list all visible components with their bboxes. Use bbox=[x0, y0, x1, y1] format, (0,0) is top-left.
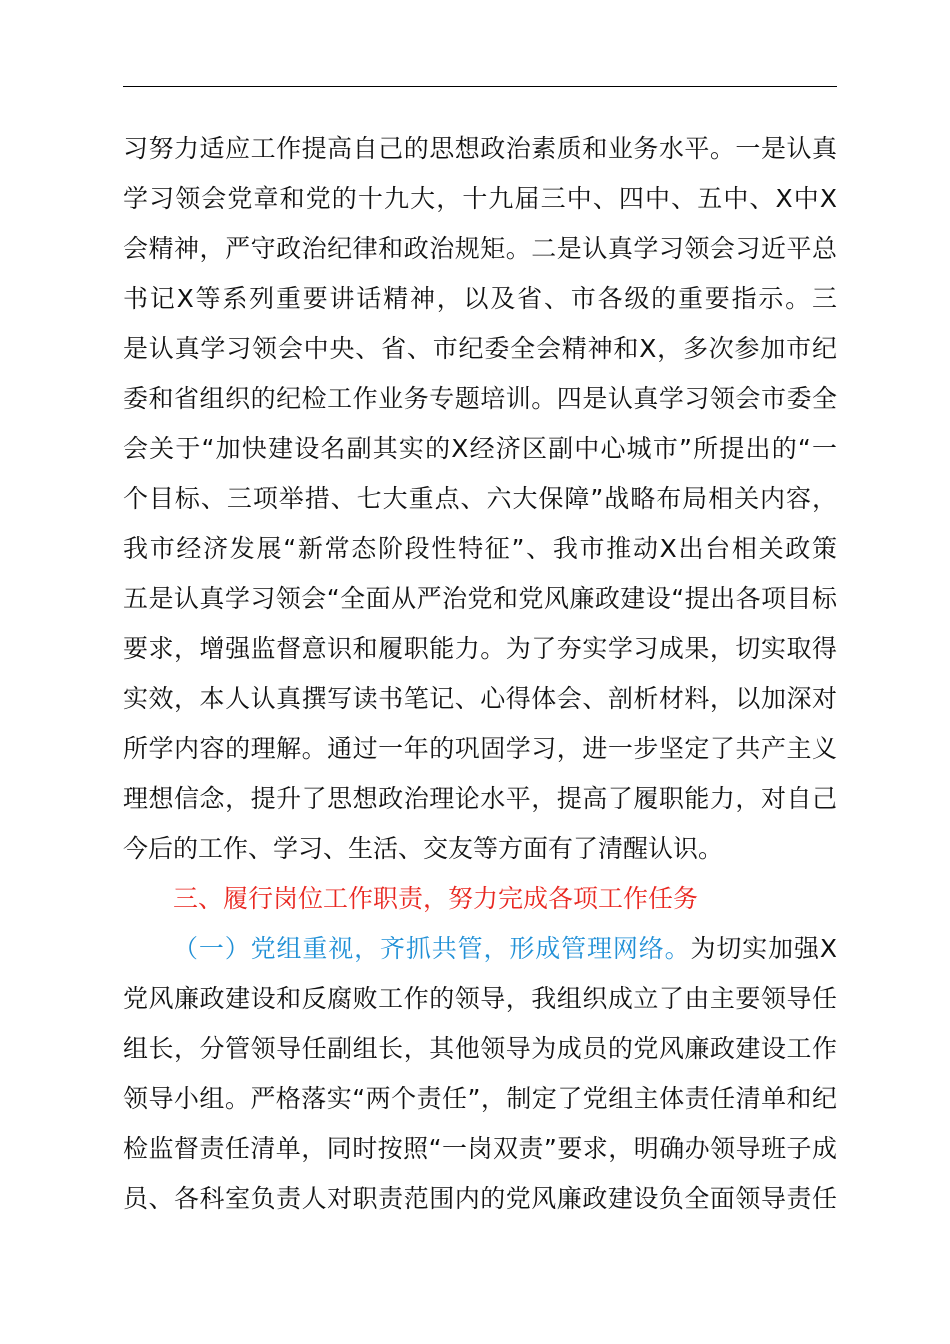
text-line: 党风廉政建设和反腐败工作的领导，我组织成立了由主要领导任 bbox=[123, 984, 837, 1013]
text-line: 领导小组。严格落实“两个责任”，制定了党组主体责任清单和纪 bbox=[123, 1084, 837, 1113]
text-line: 检监督责任清单，同时按照“一岗双责”要求，明确办领导班子成 bbox=[123, 1134, 837, 1163]
text-line: 我市经济发展“新常态阶段性特征”、我市推动X出台相关政策 bbox=[123, 534, 837, 563]
text-line: 五是认真学习领会“全面从严治党和党风廉政建设“提出各项目标 bbox=[123, 584, 837, 613]
text-line: 书记X等系列重要讲话精神，以及省、市各级的重要指示。三 bbox=[123, 284, 837, 313]
text-line: 要求，增强监督意识和履职能力。为了夯实学习成果，切实取得 bbox=[123, 634, 837, 663]
subheading-tail: 为切实加强X bbox=[690, 934, 837, 963]
text-line: 组长，分管领导任副组长，其他领导为成员的党风廉政建设工作 bbox=[123, 1034, 837, 1063]
paragraph-1 bbox=[123, 124, 837, 874]
text-line: 学习领会党章和党的十九大，十九届三中、四中、五中、X中X bbox=[123, 184, 837, 213]
text-line: 是认真学习领会中央、省、市纪委全会精神和X，多次参加市纪 bbox=[123, 334, 837, 363]
text-line: 员、各科室负责人对职责范围内的党风廉政建设负全面领导责任 bbox=[123, 1184, 837, 1213]
text-line: 会精神，严守政治纪律和政治规矩。二是认真学习领会习近平总 bbox=[123, 234, 837, 263]
text-line: 实效，本人认真撰写读书笔记、心得体会、剖析材料，以加深对 bbox=[123, 684, 837, 713]
section-heading: 三、履行岗位工作职责，努力完成各项工作任务 bbox=[173, 884, 699, 913]
subheading-line bbox=[123, 924, 837, 974]
text-line: 今后的工作、学习、生活、交友等方面有了清醒认识。 bbox=[123, 834, 724, 863]
document-body bbox=[123, 124, 837, 1224]
subheading: （一）党组重视，齐抓共管，形成管理网络。 bbox=[173, 934, 691, 963]
text-line: 理想信念，提升了思想政治理论水平，提高了履职能力，对自己 bbox=[123, 784, 837, 813]
text-line: 习努力适应工作提高自己的思想政治素质和业务水平。一是认真 bbox=[123, 134, 837, 163]
text-line: 所学内容的理解。通过一年的巩固学习，进一步坚定了共产主义 bbox=[123, 734, 837, 763]
text-line: 个目标、三项举措、七大重点、六大保障”战略布局相关内容， bbox=[123, 484, 837, 513]
text-line: 委和省组织的纪检工作业务专题培训。四是认真学习领会市委全 bbox=[123, 384, 837, 413]
text-line: 会关于“加快建设名副其实的X经济区副中心城市”所提出的“一 bbox=[123, 434, 837, 463]
header-rule bbox=[123, 86, 837, 87]
paragraph-2 bbox=[123, 924, 837, 1224]
